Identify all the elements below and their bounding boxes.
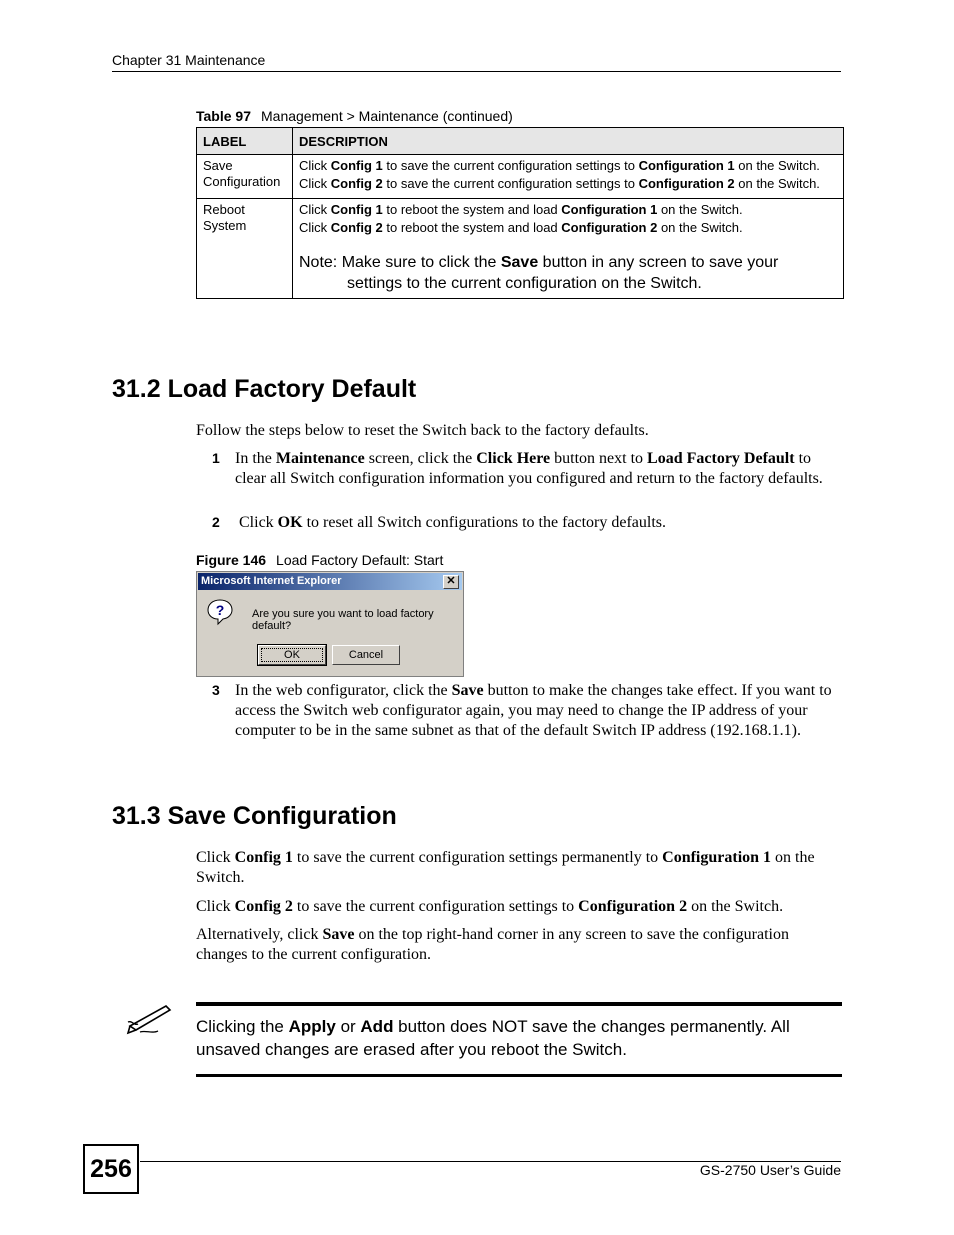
chapter-header: Chapter 31 Maintenance [112, 52, 266, 68]
step-number: 3 [212, 682, 220, 698]
table-note: Note: Make sure to click the Save button in any screen to save your settings to the current configuration on the Switch. [299, 254, 779, 292]
row-description [293, 155, 844, 199]
table-caption [196, 108, 513, 124]
description-line: Click Config 1 to save the current configuration settings to Configuration 1 on the Switch. [299, 158, 820, 173]
dialog-title: Microsoft Internet Explorer [201, 575, 342, 587]
table-row [197, 155, 844, 199]
maintenance-table [196, 127, 844, 299]
section-heading-load-factory-default: 31.2 Load Factory Default [112, 375, 417, 403]
step-number: 2 [212, 514, 220, 530]
step-text: In the Maintenance screen, click the Click Here button next to Load Factory Default to clear all Switch configuration information you configured and return to the factory defaults. [235, 450, 823, 487]
close-icon[interactable]: ✕ [443, 575, 459, 589]
description-line: Click Config 2 to save the current configuration settings to Configuration 2 on the Switch. [299, 176, 820, 191]
note-top-rule [196, 1002, 842, 1006]
svg-text:?: ? [215, 602, 225, 618]
ok-button[interactable]: OK [258, 645, 326, 665]
dialog-message: Are you sure you want to load factory default? [252, 608, 434, 632]
page-number: 256 [83, 1144, 139, 1194]
description-line: Click Config 1 to reboot the system and load Configuration 1 on the Switch. [299, 202, 743, 217]
paragraph: Alternatively, click Save on the top right-hand corner in any screen to save the configuration changes to the current configuration. [196, 926, 789, 963]
row-label: Reboot System [197, 199, 293, 299]
cancel-button[interactable]: Cancel [332, 645, 400, 665]
pencil-note-icon [126, 1002, 174, 1036]
table-caption-number: Table 97 [196, 108, 251, 124]
confirm-dialog [196, 571, 464, 677]
col-label-header: LABEL [197, 128, 293, 155]
description-line: Click Config 2 to reboot the system and load Configuration 2 on the Switch. [299, 220, 743, 235]
figure-caption-number: Figure 146 [196, 552, 267, 568]
table-row [197, 199, 844, 299]
figure-caption [196, 552, 443, 568]
note-text: Clicking the Apply or Add button does NOT save the changes permanently. All unsaved changes are erased after you reboot the Switch. [196, 1017, 790, 1059]
step-number: 1 [212, 450, 220, 466]
row-label: Save Configuration [197, 155, 293, 199]
table-header-row [197, 128, 844, 155]
section-heading-save-configuration: 31.3 Save Configuration [112, 802, 397, 830]
paragraph: Click Config 1 to save the current configuration settings permanently to Configuration 1 on the Switch. [196, 849, 815, 886]
paragraph: Click Config 2 to save the current configuration settings to Configuration 2 on the Switch. [196, 898, 784, 915]
note-bottom-rule [196, 1074, 842, 1077]
dialog-title-bar [198, 573, 462, 590]
step-text: In the web configurator, click the Save button to make the changes take effect. If you want to access the Switch web configurator again, you may need to change the IP address of your computer to be in the same subnet as that of the default Switch IP address (192.168.1.1). [235, 682, 832, 739]
header-rule [112, 71, 841, 72]
row-description [293, 199, 844, 299]
question-icon [206, 598, 234, 626]
col-desc-header: DESCRIPTION [293, 128, 844, 155]
table-caption-text: Management > Maintenance (continued) [261, 108, 513, 124]
guide-title: GS-2750 User’s Guide [699, 1162, 841, 1178]
figure-caption-text: Load Factory Default: Start [276, 552, 444, 568]
step-text: Click OK to reset all Switch configurations to the factory defaults. [235, 514, 667, 531]
intro-paragraph: Follow the steps below to reset the Switch back to the factory defaults. [196, 422, 649, 439]
